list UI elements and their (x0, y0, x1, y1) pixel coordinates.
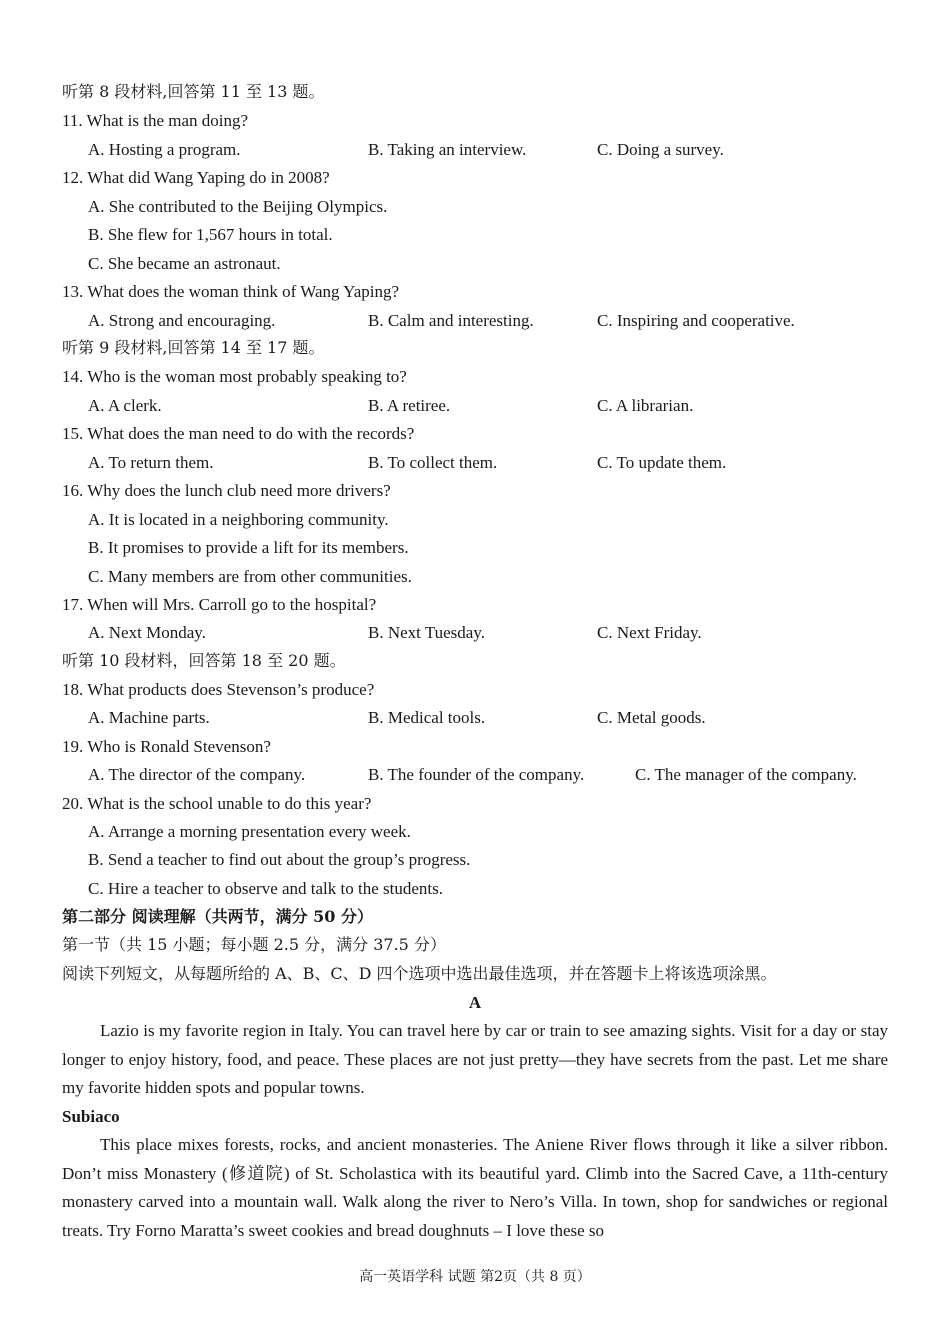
question-11-option-a: A. Hosting a program. (88, 140, 241, 159)
question-19-option-c: C. The manager of the company. (635, 765, 857, 784)
question-12-option-c: C. She became an astronaut. (88, 254, 281, 273)
question-19-option-b: B. The founder of the company. (368, 765, 585, 784)
question-20-option-c: C. Hire a teacher to observe and talk to the students. (88, 879, 443, 898)
question-11-option-b: B. Taking an interview. (368, 140, 527, 159)
question-13-option-c: C. Inspiring and cooperative. (597, 311, 795, 330)
question-13-option-b: B. Calm and interesting. (368, 311, 534, 330)
question-17-option-c: C. Next Friday. (597, 623, 702, 642)
question-12-stem: 12. What did Wang Yaping do in 2008? (62, 168, 330, 187)
subiaco-paragraph: This place mixes forests, rocks, and ancient monasteries. The Aniene River flows through it like a silver ribbon. Don’t miss Monastery (修道院) of St. Scholastica with its beautiful yard. Climb into the Sacred Cave, a 11th-century monastery carved into a mountain wall. Walk along the river to Nero’s Villa. In town, shop for sandwiches or regional treats. Try Forno Maratta’s sweet cookies and bread doughnuts – I love these so (62, 1135, 888, 1240)
question-19-option-a: A. The director of the company. (88, 765, 306, 784)
question-15-option-b: B. To collect them. (368, 453, 498, 472)
question-20-option-a: A. Arrange a morning presentation every week. (88, 822, 411, 841)
question-20-option-b: B. Send a teacher to find out about the group’s progress. (88, 850, 471, 869)
question-17-option-b: B. Next Tuesday. (368, 623, 485, 642)
question-13-option-a: A. Strong and encouraging. (88, 311, 276, 330)
question-14-stem: 14. Who is the woman most probably speaking to? (62, 367, 407, 386)
question-14-option-a: A. A clerk. (88, 396, 162, 415)
question-18-option-a: A. Machine parts. (88, 708, 210, 727)
question-18-option-b: B. Medical tools. (368, 708, 486, 727)
passage-letter: A (468, 993, 482, 1012)
section-9-heading: 听第 9 段材料,回答第 14 至 17 题。 (62, 338, 325, 357)
question-15-stem: 15. What does the man need to do with the records? (62, 424, 415, 443)
question-17-stem: 17. When will Mrs. Carroll go to the hospital? (62, 595, 377, 614)
question-11-stem: 11. What is the man doing? (62, 111, 249, 130)
question-20-stem: 20. What is the school unable to do this year? (62, 794, 372, 813)
section-1-title: 第一节（共 15 小题；每小题 2.5 分，满分 37.5 分） (62, 935, 446, 954)
question-15-option-c: C. To update them. (597, 453, 727, 472)
question-15-option-a: A. To return them. (88, 453, 214, 472)
part-2-title: 第二部分 阅读理解（共两节，满分 50 分） (62, 907, 373, 926)
section-8-heading: 听第 8 段材料,回答第 11 至 13 题。 (62, 82, 325, 101)
question-16-option-b: B. It promises to provide a lift for its members. (88, 538, 409, 557)
section-10-heading: 听第 10 段材料，回答第 18 至 20 题。 (62, 651, 346, 670)
question-12-option-a: A. She contributed to the Beijing Olympics. (88, 197, 388, 216)
question-11-option-c: C. Doing a survey. (597, 140, 724, 159)
question-14-option-c: C. A librarian. (597, 396, 694, 415)
question-18-option-c: C. Metal goods. (597, 708, 706, 727)
question-16-stem: 16. Why does the lunch club need more drivers? (62, 481, 391, 500)
passage-intro-paragraph: Lazio is my favorite region in Italy. You can travel here by car or train to see amazing sights. Visit for a day or stay longer to enjoy history, food, and peace. These places are not just pretty—they have secrets from the past. Let me share my favorite hidden spots and popular towns. (62, 1021, 888, 1097)
question-14-option-b: B. A retiree. (368, 396, 451, 415)
question-16-option-a: A. It is located in a neighboring community. (88, 510, 389, 529)
question-13-stem: 13. What does the woman think of Wang Yaping? (62, 282, 400, 301)
question-12-option-b: B. She flew for 1,567 hours in total. (88, 225, 333, 244)
question-16-option-c: C. Many members are from other communities. (88, 567, 412, 586)
reading-instruction: 阅读下列短文，从每题所给的 A、B、C、D 四个选项中选出最佳选项，并在答题卡上将该选项涂黑。 (62, 964, 777, 983)
page-footer: 高一英语学科 试题 第2页（共 8 页） (359, 1269, 591, 1285)
question-17-option-a: A. Next Monday. (88, 623, 206, 642)
question-19-stem: 19. Who is Ronald Stevenson? (62, 737, 271, 756)
subiaco-heading: Subiaco (62, 1107, 120, 1126)
question-18-stem: 18. What products does Stevenson’s produce? (62, 680, 375, 699)
